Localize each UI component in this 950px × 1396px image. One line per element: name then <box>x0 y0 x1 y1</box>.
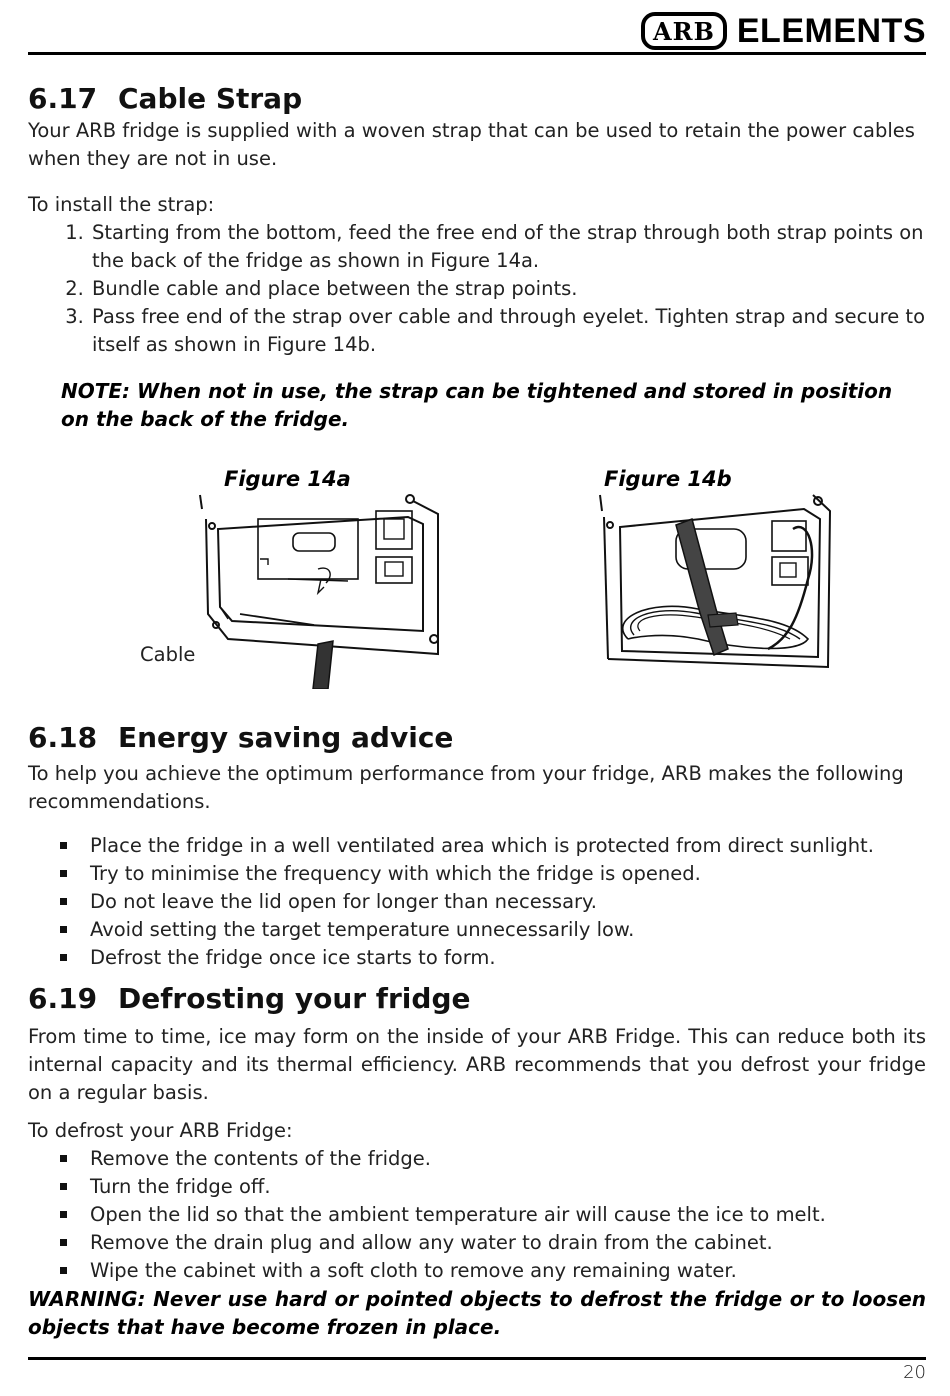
energy-list-item <box>60 916 926 944</box>
defrost-list-item <box>60 1257 926 1285</box>
bullet-icon <box>60 954 67 961</box>
bullet-icon <box>60 1211 67 1218</box>
energy-item-text: Defrost the fridge once ice starts to form. <box>90 946 496 969</box>
bullet-icon <box>60 926 67 933</box>
section-heading-cable-strap <box>28 82 926 115</box>
header-rule <box>28 52 926 55</box>
section-heading-defrost <box>28 982 926 1015</box>
warning-text: WARNING: Never use hard or pointed objects to defrost the fridge or to loosen objects that have become frozen in place. <box>28 1287 926 1339</box>
defrost-list-item <box>60 1229 926 1257</box>
defrost-item-text: Wipe the cabinet with a soft cloth to remove any remaining water. <box>90 1259 737 1282</box>
bullet-icon <box>60 1267 67 1274</box>
energy-list-item <box>60 944 926 972</box>
energy-intro: To help you achieve the optimum performance from your fridge, ARB makes the following recommendations. <box>28 762 904 813</box>
install-lead: To install the strap: <box>28 193 215 216</box>
section-title: Defrosting your fridge <box>118 982 471 1015</box>
section-heading-energy <box>28 721 926 754</box>
energy-item-text: Avoid setting the target temperature unnecessarily low. <box>90 918 635 941</box>
energy-item-text: Do not leave the lid open for longer than necessary. <box>90 890 597 913</box>
install-steps <box>28 219 926 359</box>
bullet-icon <box>60 842 67 849</box>
arb-logo <box>641 12 727 50</box>
energy-list-item <box>60 832 926 860</box>
bullet-icon <box>60 1183 67 1190</box>
figure-14b-illustration <box>568 489 868 689</box>
bullet-icon <box>60 870 67 877</box>
page-number: 20 <box>903 1362 926 1383</box>
figure-14a-illustration <box>198 489 468 689</box>
bullet-icon <box>60 1239 67 1246</box>
energy-item-text: Try to minimise the frequency with which the fridge is opened. <box>90 862 701 885</box>
manual-page <box>28 0 926 1396</box>
figure-14b-caption: Figure 14b <box>604 467 732 491</box>
section-number: 6.19 <box>28 982 98 1015</box>
figures-row <box>28 467 926 717</box>
section-number: 6.18 <box>28 721 98 754</box>
energy-list-item <box>60 888 926 916</box>
section-number: 6.17 <box>28 82 98 115</box>
cable-label: Cable <box>140 643 196 666</box>
defrost-list-item <box>60 1173 926 1201</box>
install-step: 3. Pass free end of the strap over cable and through eyelet. Tighten strap and secure to itself as shown in Figure 14b. <box>90 303 926 359</box>
footer-rule <box>28 1357 926 1360</box>
page-header <box>641 8 926 54</box>
note-text: NOTE: When not in use, the strap can be tightened and stored in position on the back of the fridge. <box>61 379 893 431</box>
bullet-icon <box>60 898 67 905</box>
brand-title: ELEMENTS <box>736 11 926 50</box>
defrost-list <box>28 1145 926 1285</box>
energy-list <box>28 832 926 972</box>
section-title: Cable Strap <box>118 82 303 115</box>
install-step: 2. Bundle cable and place between the strap points. <box>90 275 926 303</box>
defrost-list-item <box>60 1145 926 1173</box>
defrost-item-text: Turn the fridge off. <box>90 1175 271 1198</box>
defrost-lead: To defrost your ARB Fridge: <box>28 1119 293 1142</box>
cable-strap-intro: Your ARB fridge is supplied with a woven strap that can be used to retain the power cables when they are not in use. <box>28 119 915 170</box>
figure-14a-caption: Figure 14a <box>224 467 351 491</box>
section-title: Energy saving advice <box>118 721 454 754</box>
install-step: 1. Starting from the bottom, feed the free end of the strap through both strap points on the back of the fridge as shown in Figure 14a. <box>90 219 926 275</box>
defrost-item-text: Open the lid so that the ambient temperature air will cause the ice to melt. <box>90 1203 826 1226</box>
logo-text: ARB <box>653 16 715 46</box>
defrost-item-text: Remove the contents of the fridge. <box>90 1147 431 1170</box>
bullet-icon <box>60 1155 67 1162</box>
main-content <box>28 82 926 1341</box>
defrost-intro: From time to time, ice may form on the inside of your ARB Fridge. This can reduce both its internal capacity and its thermal efficiency. ARB recommends that you defrost your fridge on a regular basis. <box>28 1025 926 1104</box>
defrost-item-text: Remove the drain plug and allow any water to drain from the cabinet. <box>90 1231 773 1254</box>
defrost-list-item <box>60 1201 926 1229</box>
energy-item-text: Place the fridge in a well ventilated area which is protected from direct sunlight. <box>90 834 874 857</box>
energy-list-item <box>60 860 926 888</box>
